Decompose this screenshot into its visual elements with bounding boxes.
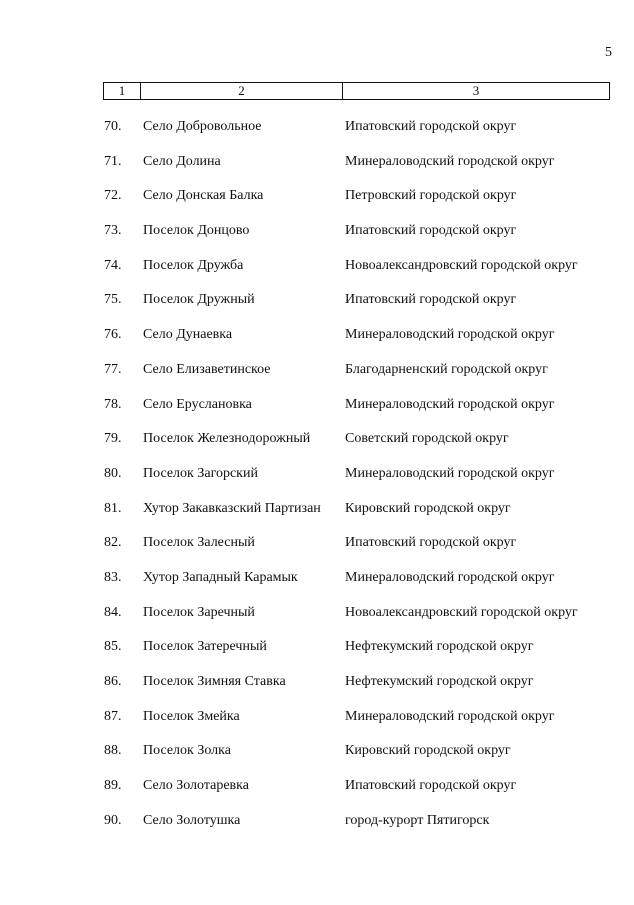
district-name: Благодарненский городской округ <box>345 361 548 377</box>
settlement-name: Хутор Закавказский Партизан <box>143 500 321 516</box>
table-row <box>0 396 634 431</box>
row-number: 82. <box>104 535 122 551</box>
table-row <box>0 673 634 708</box>
settlement-name: Поселок Залесный <box>143 535 255 551</box>
page-number: 5 <box>605 45 612 60</box>
district-name: Советский городской округ <box>345 431 509 447</box>
district-name: Кировский городской округ <box>345 743 511 759</box>
header-col-3: 3 <box>472 83 480 98</box>
district-name: Минераловодский городской округ <box>345 708 555 724</box>
row-number: 80. <box>104 465 122 481</box>
table-row <box>0 153 634 188</box>
table-row <box>0 812 634 847</box>
settlement-name: Поселок Затеречный <box>143 639 267 655</box>
district-name: Нефтекумский городской округ <box>345 639 534 655</box>
district-name: Кировский городской округ <box>345 500 511 516</box>
table-row <box>0 361 634 396</box>
district-name: Минераловодский городской округ <box>345 153 555 169</box>
settlement-name: Село Добровольное <box>143 119 262 134</box>
table-row <box>0 430 634 465</box>
table-row <box>0 187 634 222</box>
row-number: 72. <box>104 188 122 204</box>
table-row <box>0 222 634 257</box>
district-name: Новоалександровский городской округ <box>345 257 578 273</box>
district-name: Минераловодский городской округ <box>345 465 555 481</box>
settlement-name: Село Еруслановка <box>143 396 252 412</box>
district-name: Ипатовский городской округ <box>345 778 517 794</box>
row-number: 90. <box>104 812 122 828</box>
district-name: Нефтекумский городской округ <box>345 674 534 689</box>
settlement-name: Село Дунаевка <box>143 327 233 343</box>
table-row <box>0 534 634 569</box>
header-col-2: 2 <box>141 83 343 99</box>
district-name: Петровский городской округ <box>345 188 517 204</box>
settlement-name: Поселок Зимняя Ставка <box>143 674 286 689</box>
settlement-name: Село Елизаветинское <box>143 361 271 377</box>
table-row <box>0 326 634 361</box>
row-number: 73. <box>104 223 122 239</box>
district-name: Новоалександровский городской округ <box>345 604 578 620</box>
row-number: 88. <box>104 743 122 759</box>
row-number: 71. <box>104 153 122 169</box>
settlement-name: Поселок Железнодорожный <box>143 431 311 447</box>
settlement-name: Поселок Змейка <box>143 708 240 724</box>
district-name: Ипатовский городской округ <box>345 292 517 308</box>
table-row <box>0 708 634 743</box>
row-number: 74. <box>104 257 122 273</box>
district-name: город-курорт Пятигорск <box>345 812 490 828</box>
settlement-name: Село Золотушка <box>143 812 241 828</box>
settlement-name: Поселок Загорский <box>143 465 258 481</box>
district-name: Ипатовский городской округ <box>345 119 517 134</box>
table-row <box>0 638 634 673</box>
table-row <box>0 569 634 604</box>
district-name: Минераловодский городской округ <box>345 569 555 585</box>
table-row <box>0 118 634 153</box>
settlement-name: Поселок Дружба <box>143 257 244 273</box>
table-header <box>103 82 610 100</box>
row-number: 83. <box>104 569 122 585</box>
district-name: Ипатовский городской округ <box>345 223 517 239</box>
row-number: 76. <box>104 327 122 343</box>
row-number: 81. <box>104 500 122 516</box>
table-row <box>0 291 634 326</box>
settlement-name: Поселок Донцово <box>143 223 250 239</box>
table-row <box>0 257 634 292</box>
district-name: Минераловодский городской округ <box>345 327 555 343</box>
table-row <box>0 604 634 639</box>
settlement-name: Село Долина <box>143 153 221 169</box>
settlement-name: Хутор Западный Карамык <box>143 569 298 585</box>
table-row <box>0 742 634 777</box>
table-row <box>0 500 634 535</box>
settlement-name: Село Золотаревка <box>143 778 249 794</box>
row-number: 85. <box>104 639 122 655</box>
settlement-name: Село Донская Балка <box>143 188 264 204</box>
row-number: 84. <box>104 604 122 620</box>
row-number: 89. <box>104 778 122 794</box>
settlement-list <box>0 118 634 846</box>
row-number: 78. <box>104 396 122 412</box>
row-number: 79. <box>104 431 122 447</box>
row-number: 75. <box>104 292 122 308</box>
table-row <box>0 777 634 812</box>
row-number: 77. <box>104 361 122 377</box>
row-number: 70. <box>104 119 122 134</box>
settlement-name: Поселок Дружный <box>143 292 255 308</box>
district-name: Ипатовский городской округ <box>345 535 517 551</box>
settlement-name: Поселок Заречный <box>143 604 255 620</box>
row-number: 87. <box>104 708 122 724</box>
row-number: 86. <box>104 674 122 689</box>
district-name: Минераловодский городской округ <box>345 396 555 412</box>
settlement-name: Поселок Золка <box>143 743 231 759</box>
header-col-1: 1 <box>104 83 141 99</box>
table-row <box>0 465 634 500</box>
